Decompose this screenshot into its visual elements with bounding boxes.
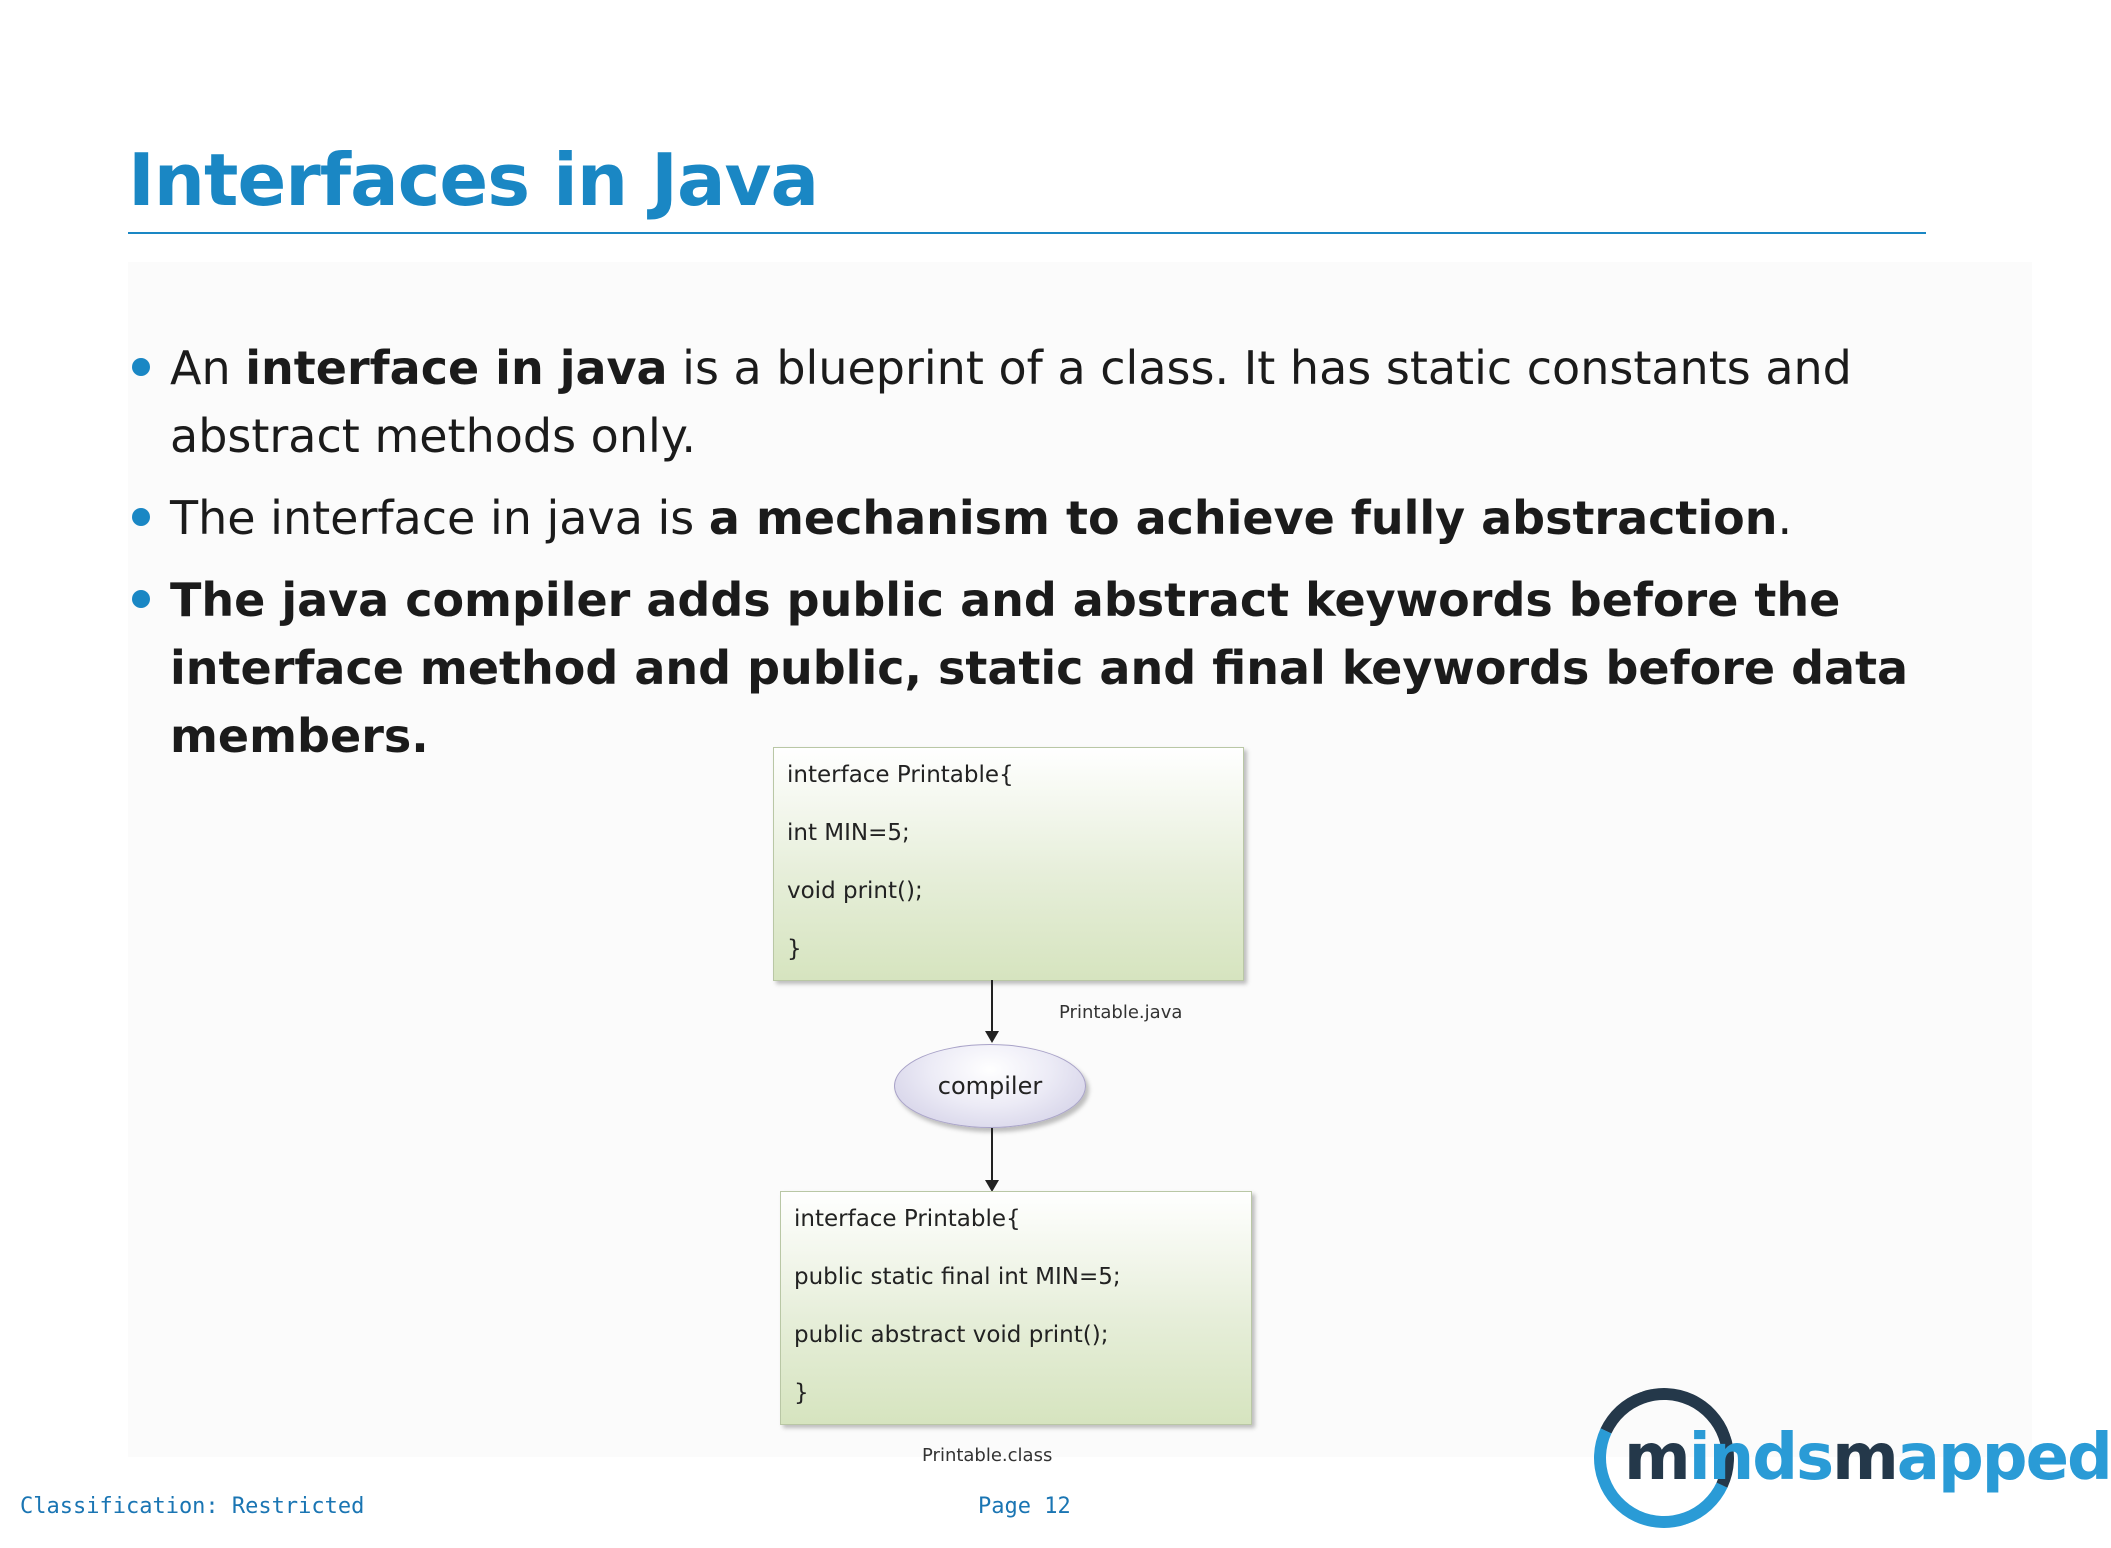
logo-wordmark — [1624, 1418, 2111, 1498]
code-line: int MIN=5; — [787, 820, 910, 846]
bullet-text-normal: is a blueprint of a class. It has static constants and abstract methods only. — [170, 341, 1852, 463]
bullet-text-normal: An — [170, 341, 246, 395]
bullet-item — [128, 566, 1938, 770]
classification-label: Classification: Restricted — [20, 1494, 365, 1519]
bullet-text-normal: The interface in java is — [170, 491, 709, 545]
bullet-item — [128, 334, 1938, 470]
code-line: public abstract void print(); — [794, 1322, 1109, 1348]
code-line: public static final int MIN=5; — [794, 1264, 1121, 1290]
bullet-dot-icon — [132, 508, 150, 526]
bullet-text-bold: interface in java — [245, 341, 668, 395]
bullet-text-normal: . — [1777, 491, 1793, 545]
bullet-dot-icon — [132, 358, 150, 376]
logo-text-part: apped — [1896, 1421, 2111, 1495]
mindsmapped-logo — [1588, 1386, 2111, 1536]
bullet-text-bold: a mechanism to achieve fully abstraction — [708, 491, 1778, 545]
bullet-dot-icon — [132, 590, 150, 608]
page-number: Page 12 — [978, 1494, 1071, 1519]
code-line: } — [794, 1380, 809, 1406]
logo-text-part: inds — [1688, 1421, 1833, 1495]
logo-text-part: m — [1624, 1421, 1689, 1495]
source-code-box — [773, 747, 1244, 981]
bullet-text-bold: The java compiler adds public and abstract keywords before the interface method and public, static and final keywords before data members. — [170, 573, 1909, 763]
slide-title: Interfaces in Java — [128, 138, 819, 222]
bullet-list — [128, 334, 1938, 784]
code-line: interface Printable{ — [787, 762, 1014, 788]
source-file-label: Printable.java — [1059, 1002, 1183, 1023]
compiler-ellipse — [894, 1044, 1086, 1128]
compiler-label: compiler — [937, 1072, 1043, 1100]
code-line: } — [787, 936, 802, 962]
bullet-item — [128, 484, 1938, 552]
title-underline — [128, 232, 1926, 234]
logo-text-part: m — [1832, 1421, 1897, 1495]
compiled-file-label: Printable.class — [922, 1445, 1053, 1466]
code-line: interface Printable{ — [794, 1206, 1021, 1232]
code-line: void print(); — [787, 878, 923, 904]
compiled-code-box — [780, 1191, 1252, 1425]
